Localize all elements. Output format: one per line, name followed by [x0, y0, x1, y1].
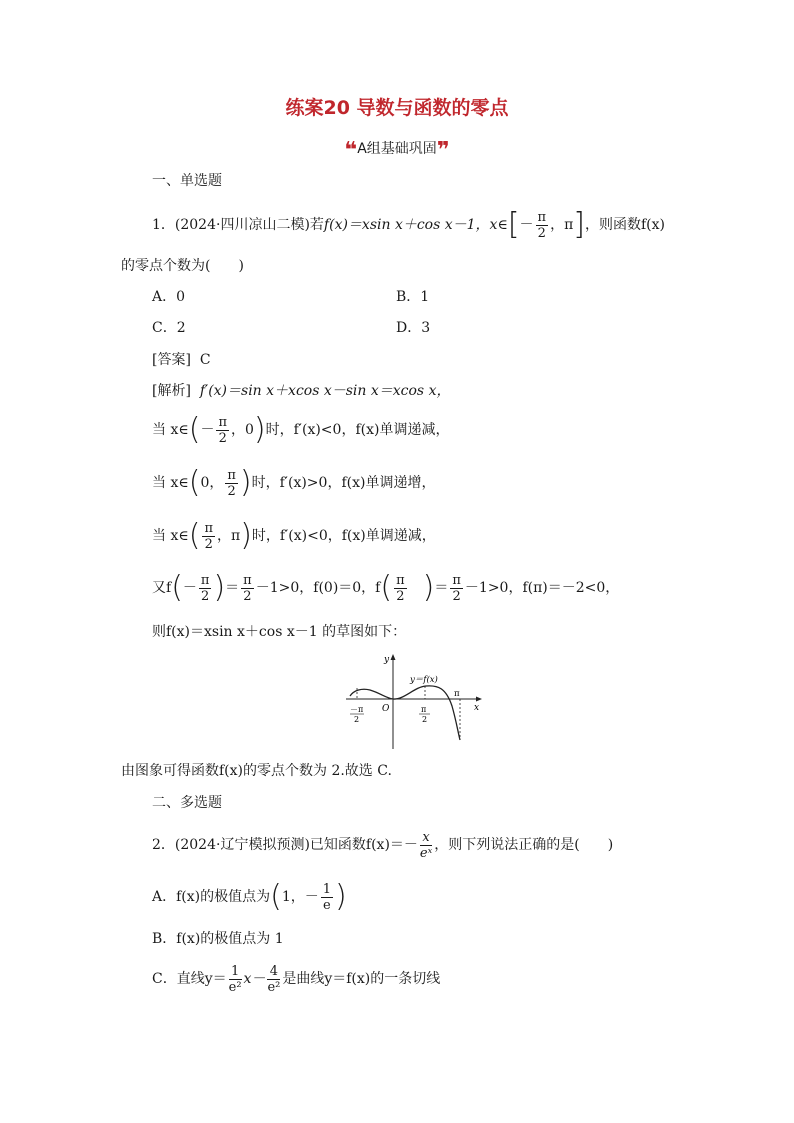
quote-left-icon: ❝ [344, 138, 358, 163]
fraction-x-over-ex: $\frac{x}{\text{eˣ}}$ [419, 829, 433, 861]
y-axis-arrow-icon [391, 654, 396, 660]
left-paren-icon: ( [380, 570, 393, 605]
analysis-label: [解析] [152, 383, 191, 399]
left-paren-icon: ( [188, 518, 201, 553]
answer-line [152, 353, 211, 367]
y-axis-label: y [384, 655, 390, 665]
fraction-4-over-e2: $\frac{4}{\text{e²}}$ [267, 963, 281, 995]
right-paren-icon: ) [253, 412, 266, 447]
group-banner-label: A组基础巩固 [357, 141, 437, 157]
question-2-stem [152, 826, 613, 864]
conclusion: 由图象可得函数f(x)的零点个数为 2.故选 C. [121, 763, 392, 779]
question-1-stem [152, 206, 665, 244]
question-1-stem-line2: 的零点个数为( ) [121, 258, 244, 274]
answer-value: C [199, 352, 211, 368]
fraction-1-over-e: $\frac{1}{e}$ [322, 881, 332, 913]
sketch-intro: 则f(x)＝xsin x＋cos x－1 的草图如下： [152, 624, 407, 640]
interval-end: ，π [550, 217, 574, 233]
right-paren-icon: ) [422, 570, 435, 605]
section-heading-multiple-choice: 二、多选题 [152, 795, 222, 811]
option-a[interactable]: A．0 [152, 289, 186, 305]
analysis-case-1: 当 x∈ ( － $\frac{\pi}{2}$ ，0 ) 时，f′(x)<0，f(x)单调递减， [152, 412, 450, 447]
left-paren-icon: ( [188, 412, 201, 447]
fraction-pi-over-2: $\frac{\pi}{2}$ [396, 572, 405, 604]
left-paren-icon: ( [188, 465, 201, 500]
right-paren-icon: ) [335, 879, 347, 914]
minus-sign: － [519, 217, 534, 233]
tick-label-neg-pi-half-num: －π [350, 705, 364, 714]
function-sketch-graph [342, 650, 487, 750]
group-banner [0, 140, 794, 162]
analysis-line-1 [152, 384, 450, 398]
left-paren-icon: ( [270, 879, 282, 914]
right-paren-icon: ) [240, 518, 252, 553]
left-paren-icon: ( [171, 570, 183, 605]
option-c[interactable]: C．2 [152, 320, 186, 336]
fraction-pi-over-2: $\frac{\pi}{2}$ [243, 572, 252, 604]
q2-option-a[interactable]: A．f(x)的极值点为 ( 1，－ $\frac{1}{e}$ ) [152, 879, 347, 914]
page-title: 练案20 导数与函数的零点 [285, 97, 509, 119]
tick-label-pi-half-num: π [421, 705, 427, 714]
right-paren-icon: ) [213, 570, 226, 605]
derivative-expression: f′(x)＝sin x＋xcos x－sin x＝xcos x， [199, 383, 451, 399]
answer-label: [答案] [152, 352, 191, 368]
x-axis-label: x [474, 703, 480, 713]
fraction-pi-over-2: $\frac{\pi}{2}$ [227, 467, 236, 499]
section-heading-single-choice: 一、单选题 [152, 173, 222, 189]
left-bracket-icon: [ [507, 207, 520, 242]
function-curve [350, 686, 460, 740]
curve-label: y＝f(x) [410, 675, 438, 685]
tick-label-pi: π [454, 689, 460, 699]
analysis-case-2: 当 x∈ ( 0， $\frac{\pi}{2}$ ) 时，f′(x)>0，f(x)单调递增， [152, 465, 436, 500]
q1-source: 1．(2024·四川凉山二模)若 [152, 217, 324, 233]
tick-label-neg-pi-half-den: 2 [354, 715, 360, 724]
fraction-pi-over-2: $\frac{\pi}{2}$ [218, 414, 227, 446]
fraction-pi-over-2: $\frac{\pi}{2}$ [200, 572, 210, 604]
q2-source: 2．(2024·辽宁模拟预测)已知函数f(x)＝－ [152, 837, 418, 853]
fraction-pi-over-2: $\frac{\pi}{2}$ [204, 520, 213, 552]
analysis-values: 又f ( － $\frac{\pi}{2}$ ) ＝ $\frac{\pi}{2}$ －1>0，f(0)＝0，f ( $\frac{\pi}{2}$ ) ＝ $\frac{\pi}{2}$ －1>0，f(π)＝－2<0， [152, 570, 620, 605]
q2-option-c[interactable]: C．直线y＝ $\frac{1}{\text{e²}}$ x－ $\frac{4}{\text{e²}}$ 是曲线y＝f(x)的一条切线 [152, 963, 441, 995]
option-d[interactable]: D．3 [396, 320, 431, 336]
fraction-pi-over-2: $\frac{\pi}{2}$ [452, 572, 461, 604]
fraction-1-over-e2: $\frac{1}{\text{e²}}$ [228, 963, 242, 995]
right-paren-icon: ) [239, 465, 252, 500]
origin-label: O [382, 704, 390, 714]
tick-label-pi-half-den: 2 [422, 715, 428, 724]
fraction-pi-over-2: $\frac{\pi}{2}$ [537, 209, 547, 241]
analysis-case-3: 当 x∈ ( $\frac{\pi}{2}$ ，π ) 时，f′(x)<0，f(x)单调递减， [152, 518, 436, 553]
q1-suffix: ，则函数f(x) [585, 217, 666, 233]
quote-right-icon: ❞ [436, 138, 450, 163]
q2-option-b[interactable]: B．f(x)的极值点为 1 [152, 931, 284, 947]
q2-suffix: ，则下列说法正确的是( ) [434, 837, 614, 853]
right-bracket-icon: ] [573, 207, 585, 242]
option-b[interactable]: B．1 [396, 289, 430, 305]
x-axis-arrow-icon [476, 697, 482, 702]
q1-function: f(x)＝xsin x＋cos x－1，x∈ [323, 217, 508, 233]
